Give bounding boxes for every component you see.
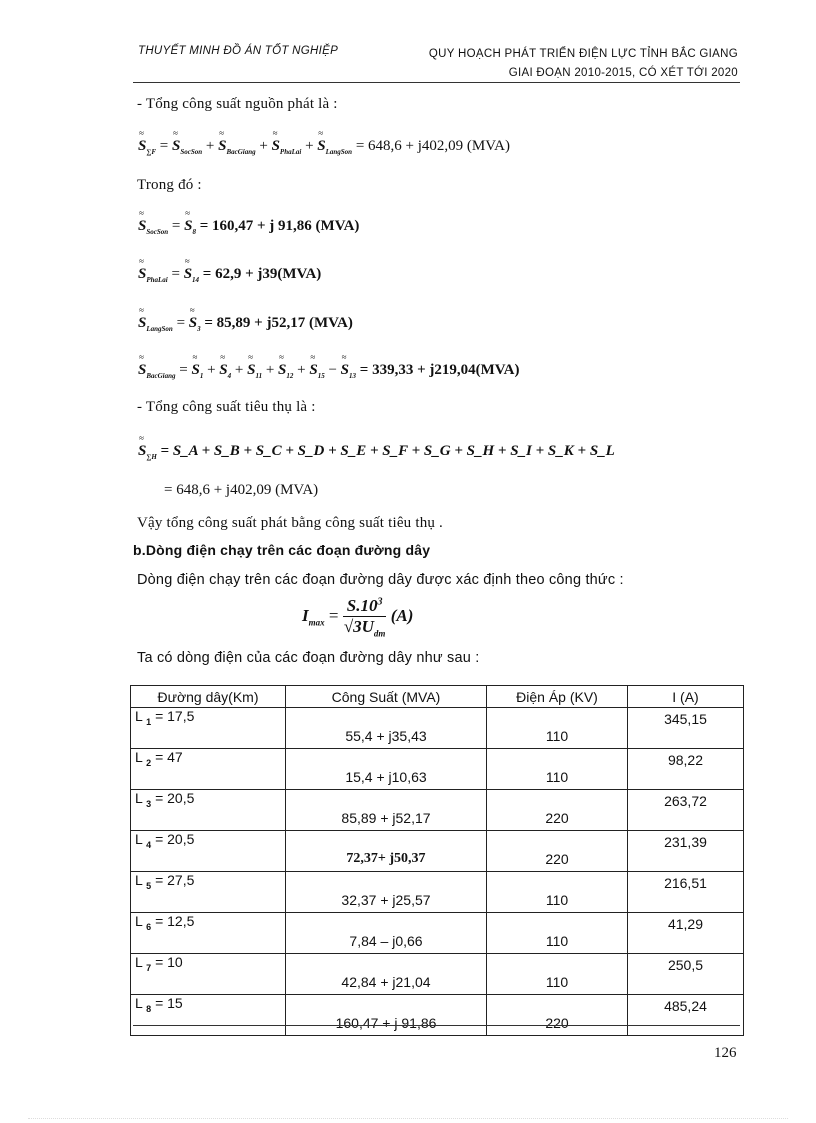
line-cell xyxy=(131,872,286,913)
power-cell: 7,84 – j0,66 xyxy=(286,913,487,954)
header-line: Đường dây(Km) xyxy=(131,686,286,708)
line-cell xyxy=(131,913,286,954)
equation-phalai-result: = 62,9 + j39(MVA) xyxy=(202,266,322,282)
equation-phalai: ≈ $S_{PhaLai}$ = ≈ $S_{14} = 62,9 + j39(MVA)$ xyxy=(138,266,321,284)
equation-total-load-result: = 648,6 + j402,09 (MVA) xyxy=(164,482,319,498)
line-length: = 27,5 xyxy=(155,872,195,888)
equation-total-source: ≈ $S_{\sum F}$ = ≈ $S_{SocSon}$ + ≈ $S_{BacGiang}$ + ≈ $S_{PhaLai}$ + ≈ $S_{LangSon} = 648,6 + j402,09$ (MVA) xyxy=(138,138,510,156)
current-cell: 231,39 xyxy=(628,831,744,872)
voltage-cell: 110 xyxy=(487,954,628,995)
equation-bacgiang-result: = 339,33 + j219,04(MVA) xyxy=(359,362,520,378)
voltage-cell: 220 xyxy=(487,995,628,1036)
power-cell: 32,37 + j25,57 xyxy=(286,872,487,913)
page-number: 126 xyxy=(714,1045,737,1061)
power-cell: 15,4 + j10,63 xyxy=(286,749,487,790)
current-cell: 485,24 xyxy=(628,995,744,1036)
equation-langson: ≈ $S_{LangSon}$ = ≈ $S_3 = 85,89 + j52,17$ (MVA) xyxy=(138,315,353,333)
current-cell: 263,72 xyxy=(628,790,744,831)
formula-denominator: √3U xyxy=(343,617,374,636)
voltage-cell: 220 xyxy=(487,790,628,831)
line-label: L xyxy=(135,872,143,888)
header-power: Công Suất (MVA) xyxy=(286,686,487,708)
line-label: L xyxy=(135,749,143,765)
conclusion-text: Vậy tổng công suất phát bằng công suất tiêu thụ . xyxy=(137,515,443,531)
current-cell: 41,29 xyxy=(628,913,744,954)
voltage-cell: 110 xyxy=(487,913,628,954)
load-total-line: - Tổng công suất tiêu thụ là : xyxy=(137,399,316,415)
table-row xyxy=(131,708,744,749)
equation-bacgiang: ≈ $S_{BacGiang}$ = ≈ $S_1$ + ≈ $S_4$ + ≈ $S_{11}$ + ≈ $S_{12}$ + ≈ $S_{15}$ − ≈ $S_{13} = 339,33 + j219,04(MVA)$ xyxy=(138,362,520,380)
equation-total-load-rhs: = S_A + S_B + S_C + S_D + S_E + S_F + S_G + S_H + S_I + S_K + S_L xyxy=(160,443,615,459)
line-index: 7 xyxy=(146,962,152,973)
current-cell: 216,51 xyxy=(628,872,744,913)
line-index: 2 xyxy=(146,757,152,768)
table-row xyxy=(131,995,744,1036)
current-cell: 98,22 xyxy=(628,749,744,790)
formula-intro: Dòng điện chạy trên các đoạn đường dây được xác định theo công thức : xyxy=(137,572,624,588)
line-length: = 20,5 xyxy=(155,790,195,806)
trong-do-label: Trong đó : xyxy=(137,177,202,193)
line-cell xyxy=(131,995,286,1036)
line-cell xyxy=(131,749,286,790)
table-row xyxy=(131,954,744,995)
table-row xyxy=(131,749,744,790)
current-cell: 250,5 xyxy=(628,954,744,995)
power-cell: 42,84 + j21,04 xyxy=(286,954,487,995)
formula-denominator-sub: dm xyxy=(373,628,386,639)
header-voltage: Điện Áp (KV) xyxy=(487,686,628,708)
line-index: 3 xyxy=(146,798,152,809)
line-cell xyxy=(131,831,286,872)
table-intro: Ta có dòng điện của các đoạn đường dây như sau : xyxy=(137,650,480,666)
header-right-line2: GIAI ĐOẠN 2010-2015, CÓ XÉT TỚI 2020 xyxy=(508,67,738,79)
header-current: I (A) xyxy=(628,686,744,708)
line-index: 8 xyxy=(146,1003,152,1014)
equation-socson-result: = 160,47 + j 91,86 (MVA) xyxy=(199,218,360,234)
line-length: = 47 xyxy=(155,749,183,765)
header-right-line1: QUY HOẠCH PHÁT TRIỂN ĐIỆN LỰC TỈNH BẮC GIANG xyxy=(428,48,738,60)
equation-langson-result: = 85,89 + j52,17 (MVA) xyxy=(204,315,353,331)
line-label: L xyxy=(135,995,143,1011)
power-cell: 160,47 + j 91,86 xyxy=(286,995,487,1036)
equation-total-source-result: = 648,6 + j402,09 (MVA) xyxy=(355,138,510,154)
line-length: = 20,5 xyxy=(155,831,195,847)
line-index: 6 xyxy=(146,921,152,932)
power-cell: 85,89 + j52,17 xyxy=(286,790,487,831)
page-bottom-dotted-line xyxy=(28,1118,788,1119)
table-row xyxy=(131,790,744,831)
header-left: THUYẾT MINH ĐỒ ÁN TỐT NGHIỆP xyxy=(138,45,339,57)
line-length: = 17,5 xyxy=(155,708,195,724)
equation-socson: ≈ $S_{SocSon}$ = ≈ $S_8 = 160,47 + j$ 91,86 (MVA) xyxy=(138,218,359,236)
header-rule xyxy=(133,82,740,83)
current-table xyxy=(130,685,744,1036)
formula-numerator: S.10 xyxy=(346,596,378,615)
voltage-cell: 220 xyxy=(487,831,628,872)
current-formula: $I_{max}$ = $\frac{S.10^3}{√3U_{dm}}$ (A) xyxy=(302,596,414,639)
equation-total-load: ≈ $S_{\sum H}$ = S_A + S_B + S_C + S_D + S_E + S_F + S_G + S_H + S_I + S_K + S_L xyxy=(138,443,615,461)
table-header-row xyxy=(131,686,744,708)
line-cell xyxy=(131,954,286,995)
table-row xyxy=(131,831,744,872)
line-label: L xyxy=(135,831,143,847)
line-index: 1 xyxy=(146,716,152,727)
formula-unit: (A) xyxy=(390,606,414,626)
section-b-heading: b.Dòng điện chạy trên các đoạn đường dây xyxy=(133,542,431,558)
line-length: = 12,5 xyxy=(155,913,195,929)
formula-numerator-exp: 3 xyxy=(377,596,383,608)
voltage-cell: 110 xyxy=(487,708,628,749)
power-cell: 72,37+ j50,37 xyxy=(286,831,487,872)
line-label: L xyxy=(135,708,143,724)
formula-lhs-sub: max xyxy=(308,617,325,628)
line-length: = 10 xyxy=(155,954,183,970)
line-index: 4 xyxy=(146,839,152,850)
voltage-cell: 110 xyxy=(487,872,628,913)
line-cell xyxy=(131,708,286,749)
formula-fraction xyxy=(343,596,387,638)
footer-rule xyxy=(133,1025,740,1026)
line-cell xyxy=(131,790,286,831)
header-right xyxy=(429,45,738,83)
voltage-cell: 110 xyxy=(487,749,628,790)
table-row xyxy=(131,872,744,913)
power-cell: 55,4 + j35,43 xyxy=(286,708,487,749)
line-label: L xyxy=(135,790,143,806)
line-index: 5 xyxy=(146,880,152,891)
source-total-line: - Tổng công suất nguồn phát là : xyxy=(137,96,338,112)
formula-lhs: I xyxy=(302,606,309,626)
current-cell: 345,15 xyxy=(628,708,744,749)
line-label: L xyxy=(135,913,143,929)
line-length: = 15 xyxy=(155,995,183,1011)
table-row xyxy=(131,913,744,954)
line-label: L xyxy=(135,954,143,970)
